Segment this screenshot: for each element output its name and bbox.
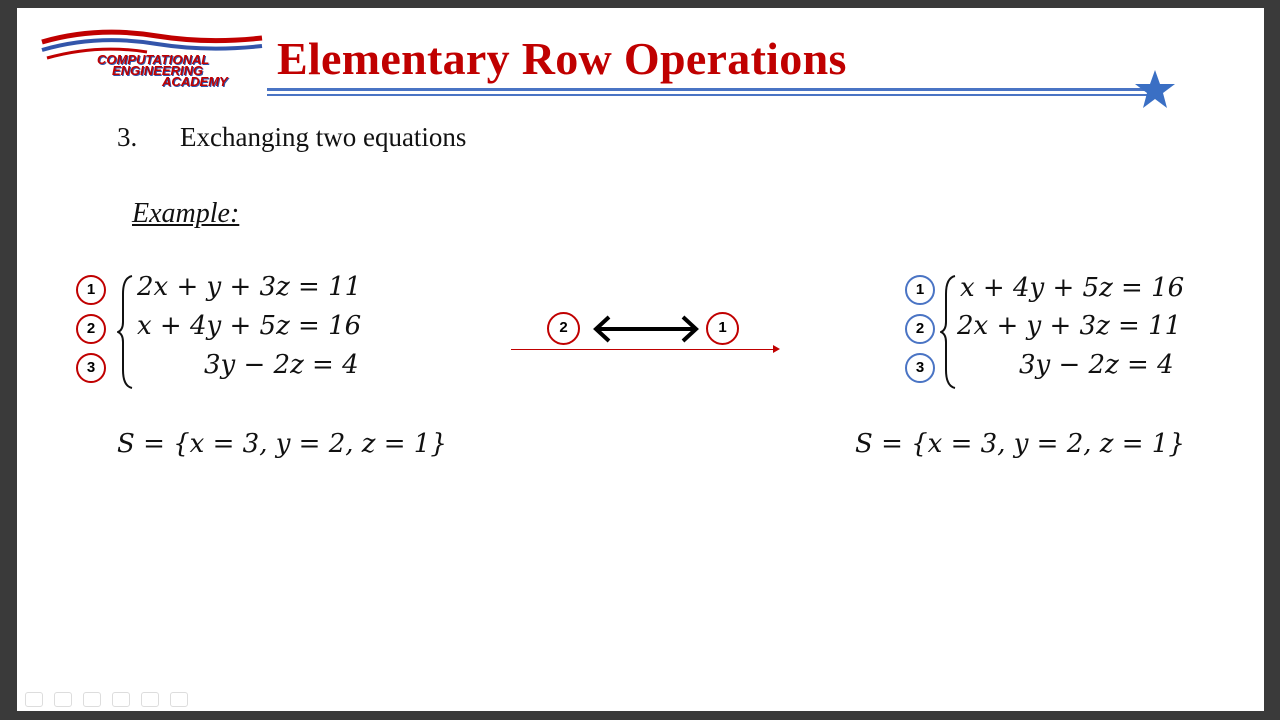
star-icon — [1134, 68, 1176, 110]
toolbar-slides-button[interactable] — [112, 692, 130, 707]
title-rule-bottom — [267, 94, 1147, 96]
operation-underline — [511, 349, 775, 350]
toolbar-zoom-button[interactable] — [141, 692, 159, 707]
operation-underline-arrowhead-icon — [773, 345, 780, 353]
left-solution: S = {x = 3, y = 2, z = 1} — [117, 429, 447, 459]
swap-arrow-icon — [591, 312, 701, 346]
presenter-toolbar — [25, 692, 195, 711]
item-text: Exchanging two equations — [180, 122, 467, 152]
right-equation-1: x + 4y + 5z = 16 — [960, 273, 1185, 303]
right-marker-1: 1 — [905, 275, 935, 305]
right-solution: S = {x = 3, y = 2, z = 1} — [855, 429, 1185, 459]
slide — [17, 8, 1264, 711]
operation-from-marker: 2 — [547, 312, 580, 345]
left-marker-3: 3 — [76, 353, 106, 383]
toolbar-more-button[interactable] — [170, 692, 188, 707]
left-marker-1: 1 — [76, 275, 106, 305]
toolbar-next-button[interactable] — [54, 692, 72, 707]
left-equation-3: 3y − 2z = 4 — [204, 350, 359, 380]
item-number: 3. — [117, 122, 138, 152]
slide-title: Elementary Row Operations — [277, 33, 847, 84]
logo-line-3: ACADEMY — [162, 74, 228, 89]
left-equation-1: 2x + y + 3z = 11 — [137, 272, 362, 302]
right-marker-3: 3 — [905, 353, 935, 383]
left-equation-2: x + 4y + 5z = 16 — [137, 311, 362, 341]
right-equation-2: 2x + y + 3z = 11 — [957, 311, 1182, 341]
toolbar-pen-button[interactable] — [83, 692, 101, 707]
logo-line-1: COMPUTATIONAL — [97, 52, 210, 67]
logo-line-2: ENGINEERING — [112, 63, 204, 78]
toolbar-prev-button[interactable] — [25, 692, 43, 707]
right-brace-icon — [940, 274, 958, 390]
right-marker-2: 2 — [905, 314, 935, 344]
right-equation-3: 3y − 2z = 4 — [1019, 350, 1174, 380]
left-brace-icon — [117, 274, 135, 390]
example-label: Example: — [132, 198, 240, 229]
title-rule-top — [267, 88, 1147, 91]
academy-logo — [37, 28, 267, 88]
operation-to-marker: 1 — [706, 312, 739, 345]
left-marker-2: 2 — [76, 314, 106, 344]
